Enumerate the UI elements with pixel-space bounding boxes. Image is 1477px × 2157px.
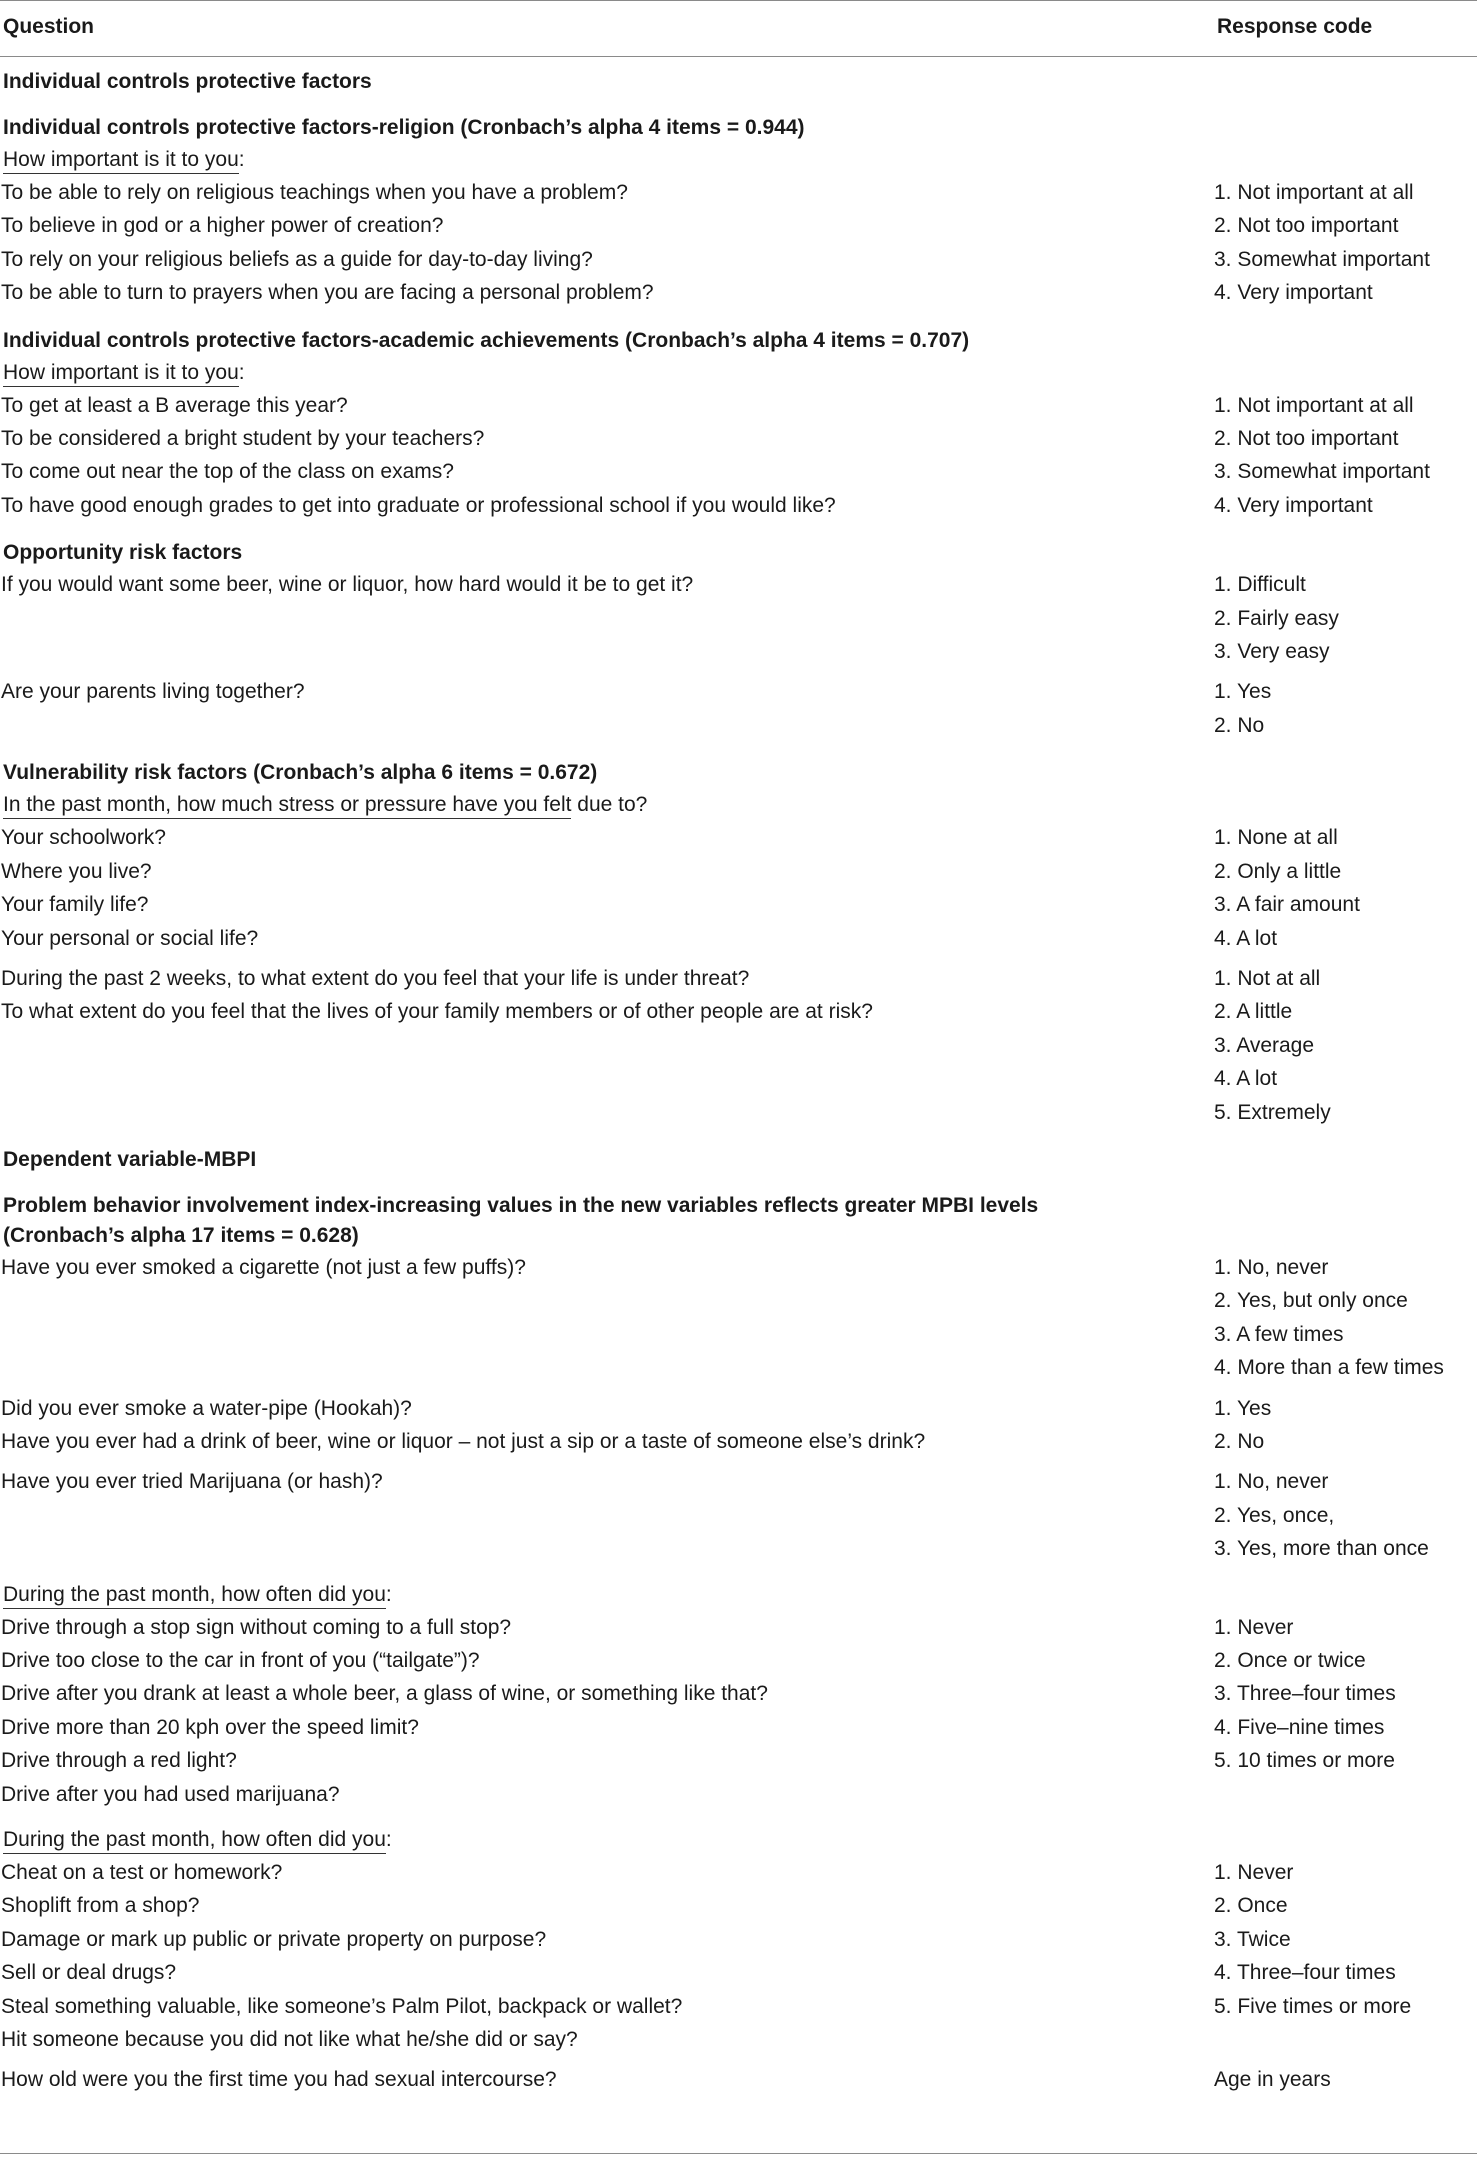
question-stem-rest: :	[385, 1582, 392, 1606]
question-cell: Cheat on a test or homework?	[1, 1861, 283, 1885]
question-stem-underlined: During the past month, how often did you	[3, 1828, 386, 1854]
section-heading	[0, 1191, 1477, 1251]
question-cell: Drive through a stop sign without coming to a full stop?	[1, 1615, 512, 1639]
response-code-cell: 4. More than a few times	[1214, 1356, 1444, 1380]
response-code-cell: 5. 10 times or more	[1214, 1749, 1395, 1773]
response-code-cell: 4. A lot	[1214, 926, 1278, 950]
table-row	[0, 1318, 1477, 1351]
question-cell: If you would want some beer, wine or liquor, how hard would it be to get it?	[1, 573, 694, 597]
table-row	[0, 243, 1477, 276]
response-code-cell: 2. Only a little	[1214, 859, 1342, 883]
table-row	[0, 1029, 1477, 1062]
response-code-cell: 2. No	[1214, 713, 1265, 737]
table-row	[0, 422, 1477, 455]
question-cell	[0, 1096, 1214, 1129]
response-code-cell: 3. Very easy	[1214, 640, 1330, 664]
section-heading: Individual controls protective factors	[3, 70, 372, 93]
table-row	[0, 1856, 1477, 1889]
question-cell: To get at least a B average this year?	[1, 393, 348, 417]
table-top-rule	[0, 0, 1477, 1]
question-cell	[0, 602, 1214, 635]
response-code-cell: 3. Yes, more than once	[1214, 1537, 1429, 1561]
response-code-cell: 2. No	[1214, 1429, 1265, 1453]
response-code-cell: 1. Never	[1214, 1861, 1294, 1885]
response-code-cell: 2. Not too important	[1214, 214, 1399, 238]
response-code-cell: 4. A lot	[1214, 1067, 1278, 1091]
question-cell: Drive through a red light?	[1, 1749, 237, 1773]
response-code-cell: 2. Yes, but only once	[1214, 1289, 1408, 1313]
question-cell: Sell or deal drugs?	[1, 1961, 177, 1985]
question-cell: Have you ever smoked a cigarette (not just a few puffs)?	[1, 1255, 526, 1279]
response-code-cell: 1. Yes	[1214, 1396, 1272, 1420]
table-row	[0, 962, 1477, 995]
response-code-cell	[1214, 2023, 1477, 2056]
section-heading-line: Problem behavior involvement index-increasing values in the new variables reflects greater MPBI levels	[3, 1193, 1039, 1217]
response-code-cell: 1. Not at all	[1214, 966, 1321, 990]
question-cell: Shoplift from a shop?	[1, 1894, 200, 1918]
question-cell	[0, 1318, 1214, 1351]
response-code-cell: Age in years	[1214, 2068, 1331, 2092]
response-code-cell: 1. Never	[1214, 1615, 1294, 1639]
response-code-cell: 5. Extremely	[1214, 1100, 1331, 1124]
question-cell: Did you ever smoke a water-pipe (Hookah)?	[1, 1396, 412, 1420]
table-row	[0, 1062, 1477, 1095]
table-row	[0, 568, 1477, 601]
table-row	[0, 2023, 1477, 2056]
table-row	[0, 1284, 1477, 1317]
response-code-cell: 1. No, never	[1214, 1470, 1329, 1494]
question-stem-underlined: In the past month, how much stress or pressure have you felt	[3, 793, 571, 819]
question-cell	[0, 1499, 1214, 1532]
question-cell: Hit someone because you did not like what he/she did or say?	[1, 2028, 578, 2052]
table-row	[0, 209, 1477, 242]
spacer	[0, 1458, 1477, 1465]
question-cell: To come out near the top of the class on exams?	[1, 460, 454, 484]
question-cell: Your personal or social life?	[1, 926, 259, 950]
section-heading: Individual controls protective factors-religion (Cronbach’s alpha 4 items = 0.944)	[3, 116, 805, 139]
question-cell: Have you ever tried Marijuana (or hash)?	[1, 1470, 383, 1494]
table-row	[0, 855, 1477, 888]
question-cell: Are your parents living together?	[1, 680, 305, 704]
table-row	[0, 176, 1477, 209]
response-code-cell: 2. Fairly easy	[1214, 606, 1339, 630]
table-bottom-rule	[0, 2153, 1477, 2154]
question-cell	[0, 1351, 1214, 1384]
column-header-question: Question	[3, 15, 95, 38]
table-row	[0, 389, 1477, 422]
table-row	[0, 1465, 1477, 1498]
table-row	[0, 995, 1477, 1028]
table-row	[0, 1251, 1477, 1284]
response-code-cell: 5. Five times or more	[1214, 1994, 1412, 2018]
table-row	[0, 1532, 1477, 1565]
question-stem-rest: due to?	[571, 793, 648, 817]
table-row	[0, 455, 1477, 488]
section-heading: Dependent variable-MBPI	[3, 1147, 257, 1171]
question-cell: Your family life?	[1, 893, 149, 917]
response-code-cell: 4. Very important	[1214, 493, 1373, 517]
table-row	[0, 276, 1477, 309]
question-cell: Have you ever had a drink of beer, wine or liquor – not just a sip or a taste of someone else’s drink?	[1, 1429, 926, 1453]
response-code-cell: 4. Very important	[1214, 281, 1373, 305]
spacer	[0, 2056, 1477, 2063]
response-code-cell: 2. Yes, once,	[1214, 1503, 1335, 1527]
table-row	[0, 1889, 1477, 1922]
table-row	[0, 602, 1477, 635]
question-cell: During the past 2 weeks, to what extent do you feel that your life is under threat?	[1, 966, 750, 990]
spacer	[0, 1385, 1477, 1392]
question-cell: Drive too close to the car in front of you (“tailgate”)?	[1, 1649, 480, 1672]
response-code-cell	[1214, 1778, 1477, 1811]
question-cell: To have good enough grades to get into graduate or professional school if you would like?	[1, 493, 836, 517]
table-row	[0, 1956, 1477, 1989]
question-stem	[0, 356, 1477, 389]
question-cell: Where you live?	[1, 859, 152, 883]
question-stem-rest: :	[238, 360, 245, 384]
question-cell: How old were you the first time you had sexual intercourse?	[1, 2068, 557, 2092]
response-code-cell: 2. Not too important	[1214, 427, 1399, 451]
table-row	[0, 1499, 1477, 1532]
table-row	[0, 1923, 1477, 1956]
question-cell	[0, 1062, 1214, 1095]
question-cell: Drive more than 20 kph over the speed limit?	[1, 1715, 419, 1739]
table-body	[0, 67, 1477, 2097]
spacer	[0, 1566, 1477, 1578]
table-row	[0, 888, 1477, 921]
question-cell	[0, 1284, 1214, 1317]
question-cell: To rely on your religious beliefs as a guide for day-to-day living?	[1, 247, 593, 271]
question-stem-rest: :	[238, 148, 245, 171]
table-row	[0, 1351, 1477, 1384]
response-code-cell: 3. Three–four times	[1214, 1682, 1396, 1706]
question-stem	[0, 143, 1477, 176]
response-code-cell: 3. Somewhat important	[1214, 247, 1430, 271]
question-cell: To be able to turn to prayers when you are facing a personal problem?	[1, 281, 654, 305]
question-cell	[0, 635, 1214, 668]
question-cell: Drive after you drank at least a whole beer, a glass of wine, or something like that?	[1, 1682, 768, 1706]
table-row	[0, 489, 1477, 522]
table-row	[0, 675, 1477, 708]
table-row	[0, 1677, 1477, 1710]
response-code-cell: 4. Three–four times	[1214, 1961, 1396, 1985]
response-code-cell: 3. Average	[1214, 1033, 1315, 1057]
table-row	[0, 1644, 1477, 1677]
response-code-cell: 1. Yes	[1214, 680, 1272, 704]
table-row	[0, 2063, 1477, 2096]
table-row	[0, 709, 1477, 742]
question-stem-underlined: How important is it to you	[3, 361, 239, 387]
question-cell	[0, 1029, 1214, 1062]
question-stem	[0, 1823, 1477, 1856]
spacer	[0, 955, 1477, 962]
table-row	[0, 1096, 1477, 1129]
response-code-cell: 3. A few times	[1214, 1322, 1344, 1346]
section-heading: Individual controls protective factors-academic achievements (Cronbach’s alpha 4 items = 0.707)	[3, 328, 970, 352]
question-stem-underlined: During the past month, how often did you	[3, 1583, 386, 1609]
table-row	[0, 1392, 1477, 1425]
response-code-cell: 1. Not important at all	[1214, 181, 1414, 204]
table-row	[0, 1611, 1477, 1644]
section-heading-line: (Cronbach’s alpha 17 items = 0.628)	[3, 1223, 359, 1247]
question-cell: To be able to rely on religious teachings when you have a problem?	[1, 181, 628, 204]
response-code-cell: 3. A fair amount	[1214, 893, 1360, 917]
table-row	[0, 821, 1477, 854]
question-cell	[0, 709, 1214, 742]
response-code-cell: 4. Five–nine times	[1214, 1715, 1385, 1739]
table-row	[0, 1778, 1477, 1811]
question-cell: Drive after you had used marijuana?	[1, 1782, 340, 1806]
header-rule	[0, 56, 1477, 57]
table-row	[0, 1990, 1477, 2023]
table-row	[0, 1711, 1477, 1744]
question-cell: To what extent do you feel that the lives of your family members or of other people are at risk?	[1, 1000, 873, 1024]
table-row	[0, 635, 1477, 668]
question-stem	[0, 1578, 1477, 1611]
response-code-cell: 1. Not important at all	[1214, 393, 1414, 417]
table-row	[0, 1425, 1477, 1458]
response-code-cell: 1. None at all	[1214, 826, 1338, 850]
question-stem-rest: :	[385, 1828, 392, 1852]
column-header-response-code: Response code	[1217, 15, 1373, 38]
table-row	[0, 922, 1477, 955]
section-heading: Opportunity risk factors	[3, 541, 243, 565]
response-code-cell: 1. No, never	[1214, 1255, 1329, 1279]
question-cell: To believe in god or a higher power of creation?	[1, 214, 444, 238]
question-stem-underlined: How important is it to you	[3, 148, 239, 174]
response-code-cell: 2. Once	[1214, 1894, 1288, 1918]
spacer	[0, 1811, 1477, 1823]
question-cell	[0, 1532, 1214, 1565]
question-cell: Your schoolwork?	[1, 826, 166, 850]
response-code-cell: 1. Difficult	[1214, 573, 1306, 597]
section-heading: Vulnerability risk factors (Cronbach’s alpha 6 items = 0.672)	[3, 761, 598, 785]
response-code-cell: 2. A little	[1214, 1000, 1293, 1024]
question-cell: Damage or mark up public or private property on purpose?	[1, 1927, 547, 1951]
question-stem	[0, 788, 1477, 821]
question-cell: To be considered a bright student by your teachers?	[1, 427, 485, 451]
question-cell: Steal something valuable, like someone’s Palm Pilot, backpack or wallet?	[1, 1994, 683, 2018]
response-code-cell: 3. Somewhat important	[1214, 460, 1430, 484]
table-row	[0, 1744, 1477, 1777]
spacer	[0, 668, 1477, 675]
response-code-cell: 2. Once or twice	[1214, 1649, 1366, 1672]
response-code-cell: 3. Twice	[1214, 1927, 1291, 1951]
